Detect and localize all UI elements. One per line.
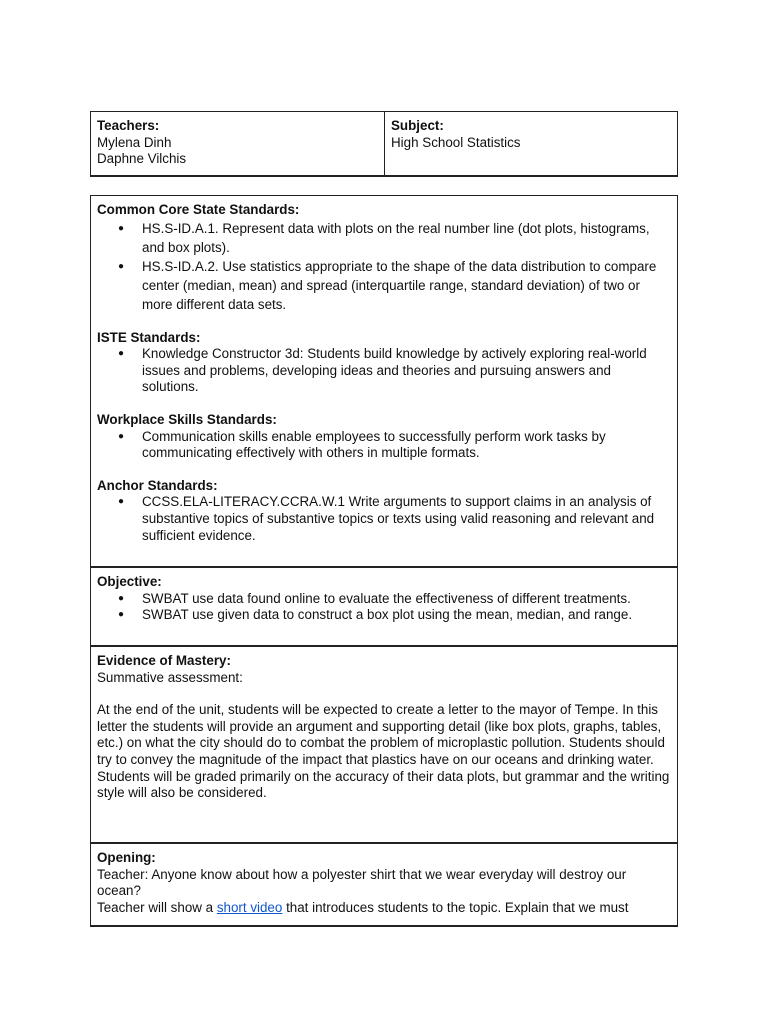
common-core-list (97, 219, 671, 314)
iste-standards (97, 330, 671, 396)
list-item: ● SWBAT use given data to construct a box plot using the mean, median, and range. (97, 607, 671, 624)
subject-label: Subject: (391, 118, 444, 133)
anchor-standards (97, 478, 671, 544)
standards-section (91, 196, 677, 568)
iste-list (97, 346, 671, 396)
anchor-list (97, 494, 671, 544)
evidence-body: At the end of the unit, students will be expected to create a letter to the mayor of Tempe. In this letter the students will provide an argument and supporting detail (like box plots, graphs, tables, etc.) on what the city should do to combat the problem of microplastic pollution. Students should try to convey the magnitude of the impact that plastics have on our oceans and drinking water. Students will be graded primarily on the accuracy of their data plots, but grammar and the writing style will also be considered. (97, 702, 670, 801)
subject-value: High School Statistics (391, 134, 521, 150)
objective-label: Objective: (97, 574, 162, 589)
lesson-table (90, 195, 678, 927)
workplace-list (97, 429, 671, 462)
evidence-section (91, 647, 677, 844)
opening-text: Teacher will show a (97, 899, 217, 915)
header-table (90, 111, 678, 177)
workplace-standards (97, 412, 671, 462)
list-item: ● HS.S-ID.A.2. Use statistics appropriate to the shape of the data distribution to compare center (median, mean) and spread (interquartile range, standard deviation) of two or more different data sets. (97, 257, 671, 314)
anchor-label: Anchor Standards: (97, 477, 218, 493)
workplace-label: Workplace Skills Standards: (97, 411, 277, 427)
common-core-label: Common Core State Standards: (97, 202, 300, 217)
list-item: ● HS.S-ID.A.1. Represent data with plots on the real number line (dot plots, histograms, and box plots). (97, 219, 671, 257)
evidence-subtitle: Summative assessment: (97, 669, 243, 685)
list-item: ● SWBAT use data found online to evaluate the effectiveness of different treatments. (97, 591, 671, 608)
objective-list (97, 591, 671, 624)
evidence-label: Evidence of Mastery: (97, 653, 231, 668)
list-item: ● Knowledge Constructor 3d: Students build knowledge by actively exploring real-world issues and problems, developing ideas and theories and pursuing answers and solutions. (97, 346, 671, 396)
opening-label: Opening: (97, 850, 156, 865)
teacher-name: Daphne Vilchis (97, 151, 187, 166)
opening-text: that introduces students to the topic. Explain that we must (282, 899, 629, 915)
common-core-standards (97, 202, 671, 314)
opening-line: Teacher: Anyone know about how a polyester shirt that we wear everyday will destroy our ocean? (97, 866, 627, 899)
teachers-cell (91, 112, 384, 175)
teachers-label: Teachers: (97, 118, 160, 133)
objective-section (91, 568, 677, 647)
list-item: ● Communication skills enable employees to successfully perform work tasks by communicating effectively with others in multiple formats. (97, 429, 671, 462)
opening-line (97, 900, 671, 917)
list-item: ● CCSS.ELA-LITERACY.CCRA.W.1 Write arguments to support claims in an analysis of substantive topics of substantive topics or texts using valid reasoning and relevant and sufficient evidence. (97, 494, 671, 544)
teacher-name: Mylena Dinh (97, 134, 172, 150)
opening-section (91, 844, 677, 927)
short-video-link[interactable]: short video (216, 899, 283, 915)
iste-label: ISTE Standards: (97, 329, 201, 345)
subject-cell (384, 112, 677, 175)
